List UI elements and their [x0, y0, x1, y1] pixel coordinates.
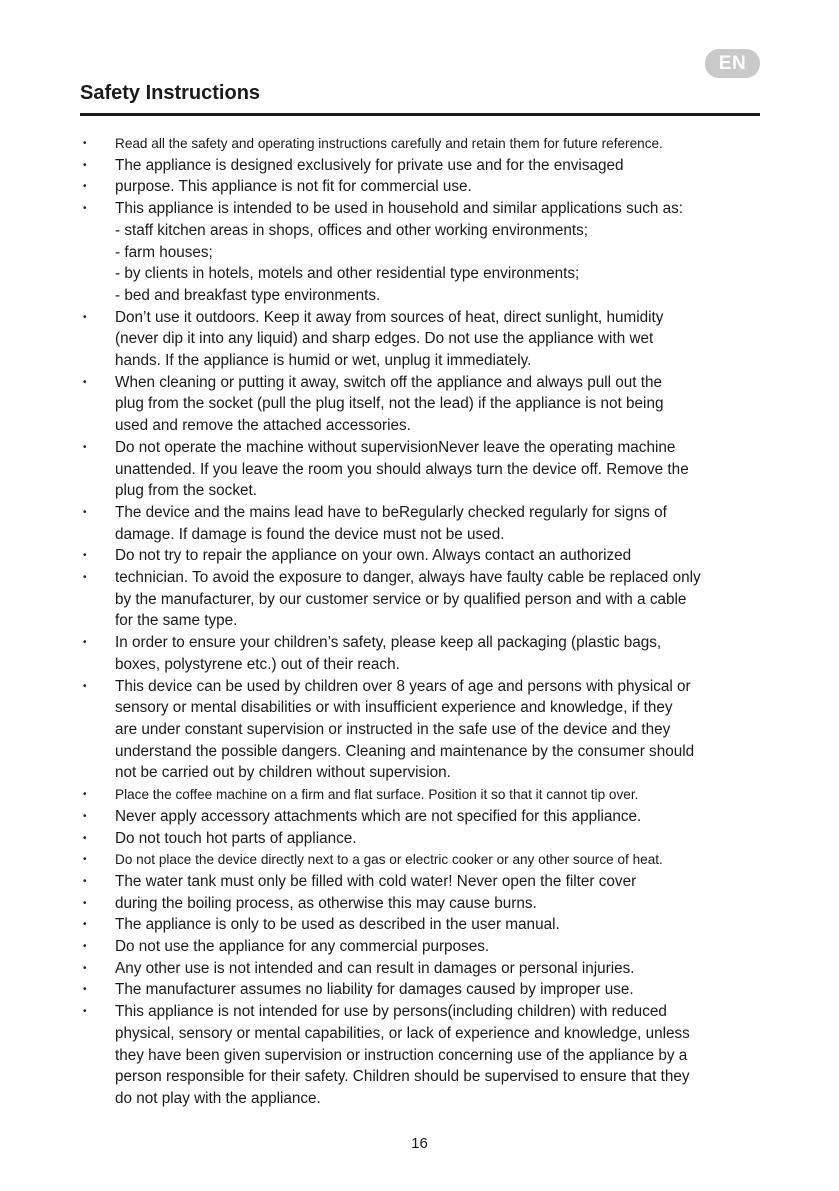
list-item — [0, 936, 839, 958]
list-item-line: Do not place the device directly next to a gas or electric cooker or any other source of heat. — [115, 852, 663, 868]
list-item — [0, 372, 839, 437]
list-item — [0, 502, 839, 545]
language-badge: EN — [705, 49, 760, 78]
list-item — [0, 155, 839, 177]
list-item-line: - farm houses; — [115, 243, 213, 261]
list-item-line: technician. To avoid the exposure to danger, always have faulty cable be replaced only — [115, 569, 701, 587]
list-item-line: used and remove the attached accessories. — [115, 417, 411, 435]
list-item — [0, 871, 839, 893]
list-item-line: The appliance is designed exclusively for private use and for the envisaged — [115, 156, 624, 174]
list-item-line: This device can be used by children over 8 years of age and persons with physical or — [115, 677, 691, 695]
list-item-line: - staff kitchen areas in shops, offices and other working environments; — [115, 221, 589, 239]
bullet-dot: • — [83, 159, 87, 171]
list-item — [0, 979, 839, 1001]
list-item — [0, 1001, 839, 1110]
list-item-line: - bed and breakfast type environments. — [115, 286, 381, 304]
list-item-line: Place the coffee machine on a firm and flat surface. Position it so that it cannot tip over. — [115, 787, 639, 803]
list-item-line: (never dip it into any liquid) and sharp edges. Do not use the appliance with wet — [115, 330, 654, 348]
list-item-line: sensory or mental disabilities or with insufficient experience and knowledge, if they — [115, 699, 673, 717]
bullet-dot: • — [83, 441, 87, 453]
page-title: Safety Instructions — [80, 82, 261, 104]
bullet-dot: • — [83, 1006, 87, 1018]
list-item — [0, 567, 839, 632]
bullet-dot: • — [83, 550, 87, 562]
title-divider — [80, 113, 760, 116]
list-item-line: Do not operate the machine without supervisionNever leave the operating machine — [115, 438, 676, 456]
list-item-line: purpose. This appliance is not fit for commercial use. — [115, 178, 472, 196]
bullet-dot: • — [83, 181, 87, 193]
list-item-line: for the same type. — [115, 612, 238, 630]
bullet-dot: • — [83, 789, 87, 801]
list-item-line: Don’t use it outdoors. Keep it away from sources of heat, direct sunlight, humidity — [115, 308, 664, 326]
page-number: 16 — [411, 1135, 428, 1152]
list-item-line: plug from the socket (pull the plug itself, not the lead) if the appliance is not being — [115, 395, 664, 413]
list-item-line: do not play with the appliance. — [115, 1089, 321, 1107]
bullet-dot: • — [83, 311, 87, 323]
bullet-dot: • — [83, 637, 87, 649]
list-item — [0, 545, 839, 567]
list-item-line: The device and the mains lead have to beRegularly checked regularly for signs of — [115, 503, 667, 521]
list-item-line: during the boiling process, as otherwise this may cause burns. — [115, 894, 537, 912]
bullet-dot: • — [83, 572, 87, 584]
list-item — [0, 849, 839, 871]
list-item — [0, 198, 839, 307]
list-item-line: Any other use is not intended and can result in damages or personal injuries. — [115, 959, 635, 977]
list-item — [0, 632, 839, 675]
list-item-line: boxes, polystyrene etc.) out of their reach. — [115, 655, 400, 673]
list-item — [0, 828, 839, 850]
list-item — [0, 806, 839, 828]
list-item-line: The water tank must only be filled with cold water! Never open the filter cover — [115, 872, 637, 890]
list-item — [0, 307, 839, 372]
list-item — [0, 133, 839, 155]
list-item — [0, 784, 839, 806]
bullet-dot: • — [83, 506, 87, 518]
list-item-line: person responsible for their safety. Children should be supervised to ensure that they — [115, 1068, 690, 1086]
list-item-line: are under constant supervision or instructed in the safe use of the device and they — [115, 720, 671, 738]
list-item-line: physical, sensory or mental capabilities, or lack of experience and knowledge, unless — [115, 1024, 690, 1042]
list-item-line: not be carried out by children without supervision. — [115, 764, 451, 782]
list-item-line: plug from the socket. — [115, 482, 257, 500]
bullet-dot: • — [83, 138, 87, 149]
bullet-dot: • — [83, 962, 87, 974]
list-item — [0, 958, 839, 980]
bullet-dot: • — [83, 376, 87, 388]
list-item-line: unattended. If you leave the room you should always turn the device off. Remove the — [115, 460, 689, 478]
bullet-dot: • — [83, 919, 87, 931]
list-item-line: This appliance is intended to be used in household and similar applications such as: — [115, 200, 684, 218]
list-item — [0, 176, 839, 198]
list-item-line: by the manufacturer, by our customer service or by qualified person and with a cable — [115, 590, 687, 608]
list-item-line: damage. If damage is found the device must not be used. — [115, 525, 505, 543]
list-item-line: Read all the safety and operating instructions carefully and retain them for future reference. — [115, 136, 663, 151]
bullet-dot: • — [83, 680, 87, 692]
list-item-line: Do not try to repair the appliance on your own. Always contact an authorized — [115, 547, 632, 565]
list-item-line: The appliance is only to be used as described in the user manual. — [115, 916, 560, 934]
list-item-line: Never apply accessory attachments which are not specified for this appliance. — [115, 807, 642, 825]
bullet-dot: • — [83, 854, 87, 866]
list-item-line: hands. If the appliance is humid or wet, unplug it immediately. — [115, 352, 532, 370]
bullet-dot: • — [83, 810, 87, 822]
safety-instructions-list — [0, 133, 839, 1110]
list-item-line: they have been given supervision or instruction concerning use of the appliance by a — [115, 1046, 688, 1064]
bullet-dot: • — [83, 897, 87, 909]
list-item — [0, 893, 839, 915]
list-item-line: understand the possible dangers. Cleaning and maintenance by the consumer should — [115, 742, 695, 760]
bullet-dot: • — [83, 875, 87, 887]
bullet-dot: • — [83, 984, 87, 996]
list-item — [0, 437, 839, 502]
list-item-line: Do not use the appliance for any commercial purposes. — [115, 938, 490, 956]
list-item-line: The manufacturer assumes no liability for damages caused by improper use. — [115, 981, 634, 999]
list-item-line: - by clients in hotels, motels and other residential type environments; — [115, 265, 580, 283]
bullet-dot: • — [83, 203, 87, 215]
list-item — [0, 676, 839, 785]
list-item-line: Do not touch hot parts of appliance. — [115, 829, 357, 847]
list-item-line: In order to ensure your children’s safety, please keep all packaging (plastic bags, — [115, 634, 662, 652]
bullet-dot: • — [83, 941, 87, 953]
list-item — [0, 914, 839, 936]
list-item-line: This appliance is not intended for use by persons(including children) with reduced — [115, 1003, 667, 1021]
bullet-dot: • — [83, 832, 87, 844]
list-item-line: When cleaning or putting it away, switch off the appliance and always pull out the — [115, 373, 663, 391]
